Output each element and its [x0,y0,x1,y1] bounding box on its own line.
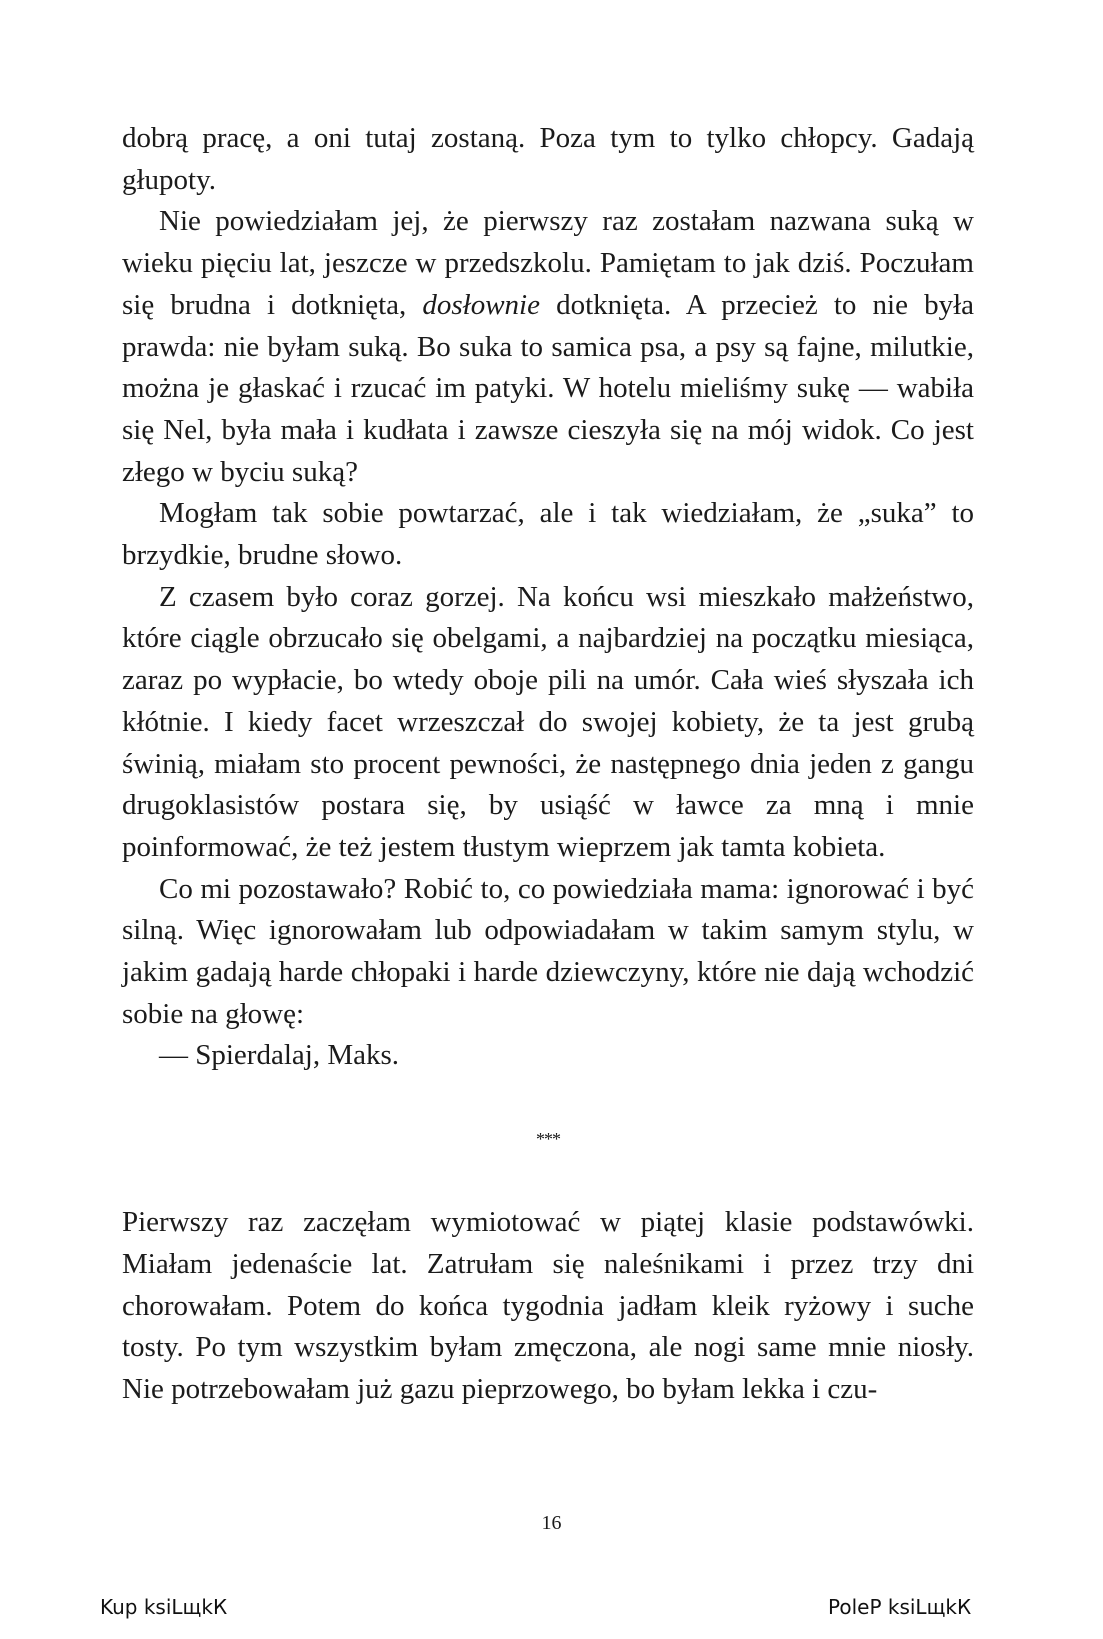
section-separator: *** [536,1128,560,1149]
paragraph: dobrą pracę, a oni tutaj zostaną. Poza tym to tylko chłopcy. Gadają głupoty. [122,122,974,196]
paragraph: Z czasem było coraz gorzej. Na końcu wsi mieszkało małżeństwo, które ciągle obrzucało się obelgami, a najbardziej na początku miesiąca, zaraz po wypłacie, bo wtedy oboje pili na umór. Cała wieś słyszała ich kłótnie. I kiedy facet wrzeszczał do swojej kobiety, że ta jest grubą świnią, miałam sto procent pewności, że następnego dnia jeden z gangu drugoklasistów postara się, by usiąść w ławce za mną i mnie poinformować, że też jestem tłustym wieprzem jak tamta kobieta. [122,580,974,863]
paragraph: Mogłam tak sobie powtarzać, ale i tak wiedziałam, że „suka” to brzydkie, brudne słowo. [122,497,974,572]
paragraph [122,201,974,493]
buy-book-link[interactable]: Kup ksiLщkК [100,1595,228,1619]
paragraph-text: Nie powiedziałam jej, że pierwszy raz zostałam nazwana suką w wieku pięciu lat, jeszcze w przedszkolu. Pamiętam to jak dziś. Poczułam się brudna i dotknięta, [122,205,974,321]
page-number: 16 [541,1512,562,1534]
page-body [122,118,974,1411]
emphasized-word: dosłownie [422,288,540,321]
paragraph: Co mi pozostawało? Robić to, co powiedziała mama: ignorować i być silną. Więc ignorowałam lub odpowiadałam w takim samym stylu, w jakim gadają harde chłopaki i harde dziewczyny, które nie dają wchodzić sobie na głowę: [122,872,974,1030]
dialogue-line: — Spierdalaj, Maks. [159,1039,400,1072]
paragraph-text: dotknięta. A przecież to nie była prawda: nie byłam suką. Bo suka to samica psa, a psy są fajne, milutkie, można je głaskać i rzucać im patyki. W hotelu mieliśmy sukę — wabiła się Nel, była mała i kudłata i zawsze cieszyła się na mój widok. Co jest złego w byciu suką? [122,288,974,488]
recommend-book-link[interactable]: PoleP ksiLщkК [828,1595,972,1619]
paragraph: Pierwszy raz zaczęłam wymiotować w piątej klasie podstawówki. Miałam jedenaście lat. Zatrułam się naleśnikami i przez trzy dni chorowałam. Potem do końca tygodnia jadłam kleik ryżowy i suche tosty. Po tym wszystkim byłam zmęczona, ale nogi same mnie niosły. Nie potrzebowałam już gazu pieprzowego, bo byłam lekka i czu- [122,1206,974,1405]
